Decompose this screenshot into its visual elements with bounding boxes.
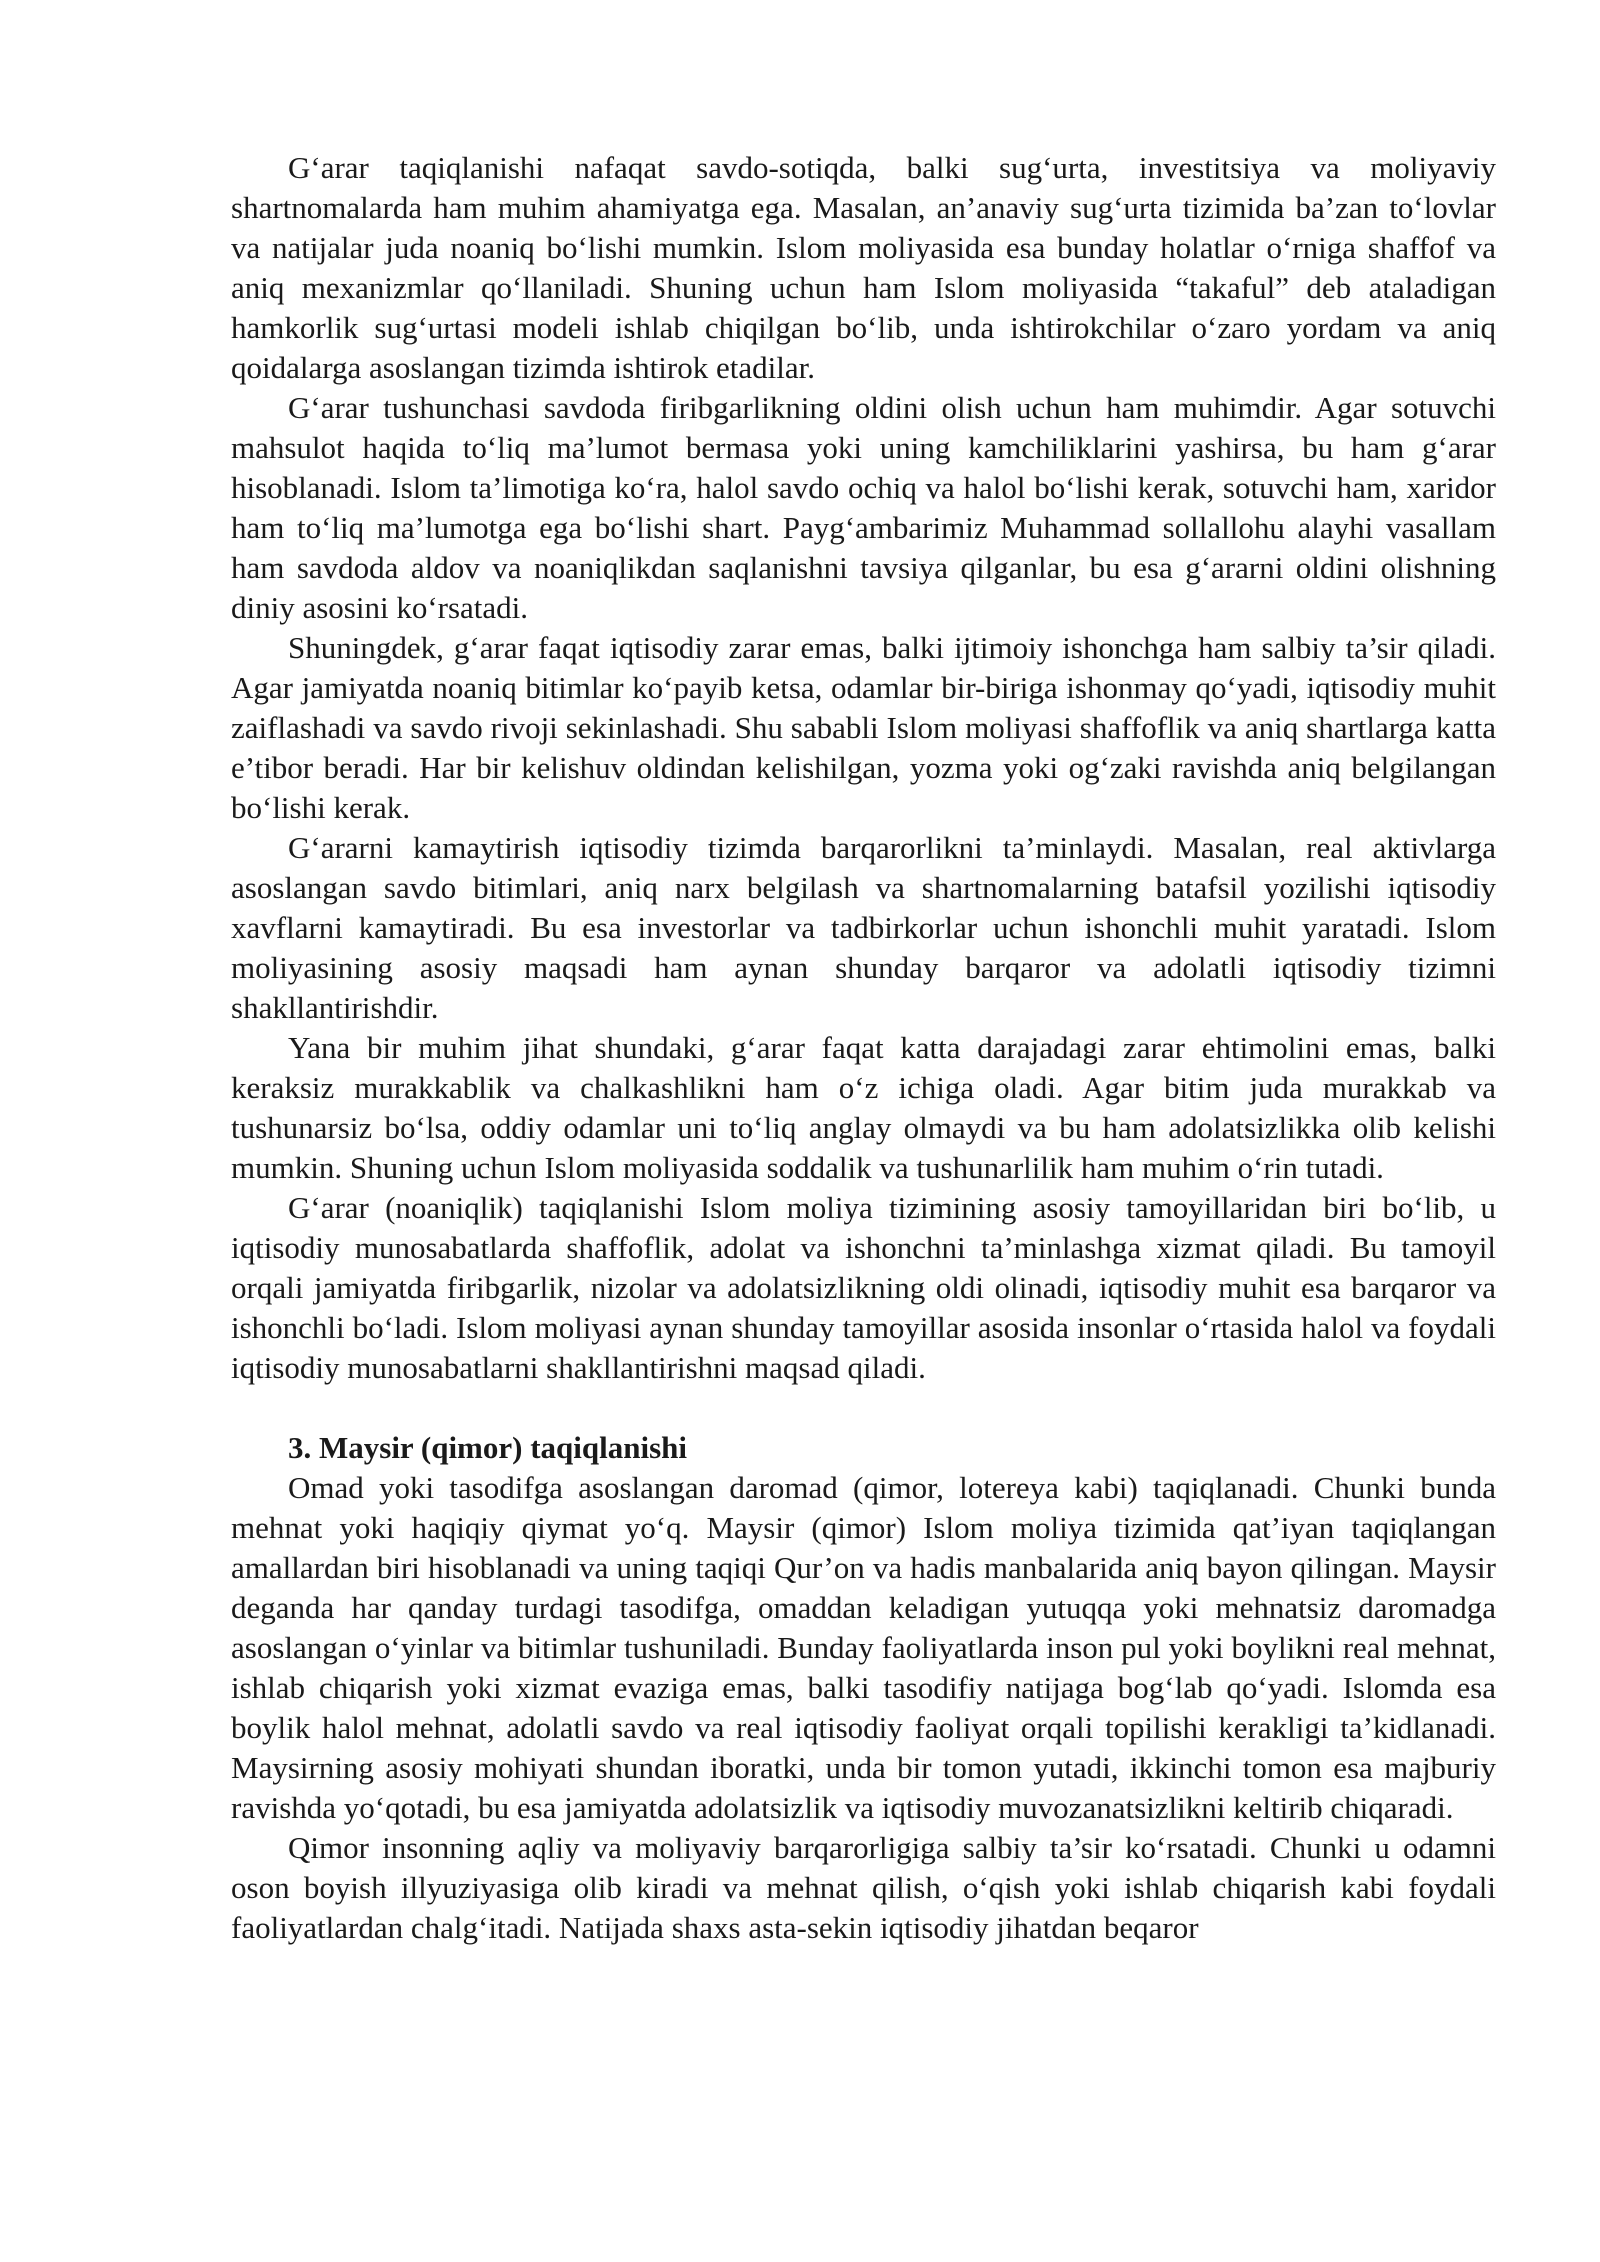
paragraph: G‘arar (noaniqlik) taqiqlanishi Islom moliya tizimining asosiy tamoyillaridan biri bo‘lib, u iqtisodiy munosabatlarda shaffoflik, adolat va ishonchni ta’minlashga xizmat qiladi. Bu tamoyil orqali jamiyatda firibgarlik, nizolar va adolatsizlikning oldi olinadi, iqtisodiy muhit esa barqaror va ishonchli bo‘ladi. Islom moliyasi aynan shunday tamoyillar asosida insonlar o‘rtasida halol va foydali iqtisodiy munosabatlarni shakllantirishni maqsad qiladi.	[231, 1190, 1496, 1385]
paragraph: Yana bir muhim jihat shundaki, g‘arar faqat katta darajadagi zarar ehtimolini emas, balki keraksiz murakkablik va chalkashlikni ham o‘z ichiga oladi. Agar bitim juda murakkab va tushunarsiz bo‘lsa, oddiy odamlar uni to‘liq anglay olmaydi va bu ham adolatsizlikka olib kelishi mumkin. Shuning uchun Islom moliyasida soddalik va tushunarlilik ham muhim o‘rin tutadi.	[231, 1030, 1496, 1185]
document-page	[231, 148, 1496, 1948]
section-heading: 3. Maysir (qimor) taqiqlanishi	[288, 1430, 688, 1465]
paragraph: G‘ararni kamaytirish iqtisodiy tizimda barqarorlikni ta’minlaydi. Masalan, real aktivlarga asoslangan savdo bitimlari, aniq narx belgilash va shartnomalarning batafsil yozilishi iqtisodiy xavflarni kamaytiradi. Bu esa investorlar va tadbirkorlar uchun ishonchli muhit yaratadi. Islom moliyasining asosiy maqsadi ham aynan shunday barqaror va adolatli iqtisodiy tizimni shakllantirishdir.	[231, 830, 1496, 1025]
paragraph: Qimor insonning aqliy va moliyaviy barqarorligiga salbiy ta’sir ko‘rsatadi. Chunki u odamni oson boyish illyuziyasiga olib kiradi va mehnat qilish, o‘qish yoki ishlab chiqarish kabi foydali faoliyatlardan chalg‘itadi. Natijada shaxs asta-sekin iqtisodiy jihatdan beqaror	[231, 1830, 1496, 1945]
paragraph: G‘arar taqiqlanishi nafaqat savdo-sotiqda, balki sug‘urta, investitsiya va moliyaviy shartnomalarda ham muhim ahamiyatga ega. Masalan, an’anaviy sug‘urta tizimida ba’zan to‘lovlar va natijalar juda noaniq bo‘lishi mumkin. Islom moliyasida esa bunday holatlar o‘rniga shaffof va aniq mexanizmlar qo‘llaniladi. Shuning uchun ham Islom moliyasida “takaful” deb ataladigan hamkorlik sug‘urtasi modeli ishlab chiqilgan bo‘lib, unda ishtirokchilar o‘zaro yordam va aniq qoidalarga asoslangan tizimda ishtirok etadilar.	[231, 150, 1496, 385]
paragraph: Omad yoki tasodifga asoslangan daromad (qimor, lotereya kabi) taqiqlanadi. Chunki bunda mehnat yoki haqiqiy qiymat yo‘q. Maysir (qimor) Islom moliya tizimida qat’iyan taqiqlangan amallardan biri hisoblanadi va uning taqiqi Qur’on va hadis manbalarida aniq bayon qilingan. Maysir deganda har qanday turdagi tasodifga, omaddan keladigan yutuqqa yoki mehnatsiz daromadga asoslangan o‘yinlar va bitimlar tushuniladi. Bunday faoliyatlarda inson pul yoki boylikni real mehnat, ishlab chiqarish yoki xizmat evaziga emas, balki tasodifiy natijaga bog‘lab qo‘yadi. Islomda esa boylik halol mehnat, adolatli savdo va real iqtisodiy faoliyat orqali topilishi kerakligi ta’kidlanadi. Maysirning asosiy mohiyati shundan iboratki, unda bir tomon yutadi, ikkinchi tomon esa majburiy ravishda yo‘qotadi, bu esa jamiyatda adolatsizlik va iqtisodiy muvozanatsizlikni keltirib chiqaradi.	[231, 1470, 1496, 1825]
paragraph: G‘arar tushunchasi savdoda firibgarlikning oldini olish uchun ham muhimdir. Agar sotuvchi mahsulot haqida to‘liq ma’lumot bermasa yoki uning kamchiliklarini yashirsa, bu ham g‘arar hisoblanadi. Islom ta’limotiga ko‘ra, halol savdo ochiq va halol bo‘lishi kerak, sotuvchi ham, xaridor ham to‘liq ma’lumotga ega bo‘lishi shart. Payg‘ambarimiz Muhammad sollallohu alayhi vasallam ham savdoda aldov va noaniqlikdan saqlanishni tavsiya qilganlar, bu esa g‘ararni oldini olishning diniy asosini ko‘rsatadi.	[231, 390, 1496, 625]
paragraph: Shuningdek, g‘arar faqat iqtisodiy zarar emas, balki ijtimoiy ishonchga ham salbiy ta’sir qiladi. Agar jamiyatda noaniq bitimlar ko‘payib ketsa, odamlar bir-biriga ishonmay qo‘yadi, iqtisodiy muhit zaiflashadi va savdo rivoji sekinlashadi. Shu sababli Islom moliyasi shaffoflik va aniq shartlarga katta e’tibor beradi. Har bir kelishuv oldindan kelishilgan, yozma yoki og‘zaki ravishda aniq belgilangan bo‘lishi kerak.	[231, 630, 1496, 825]
